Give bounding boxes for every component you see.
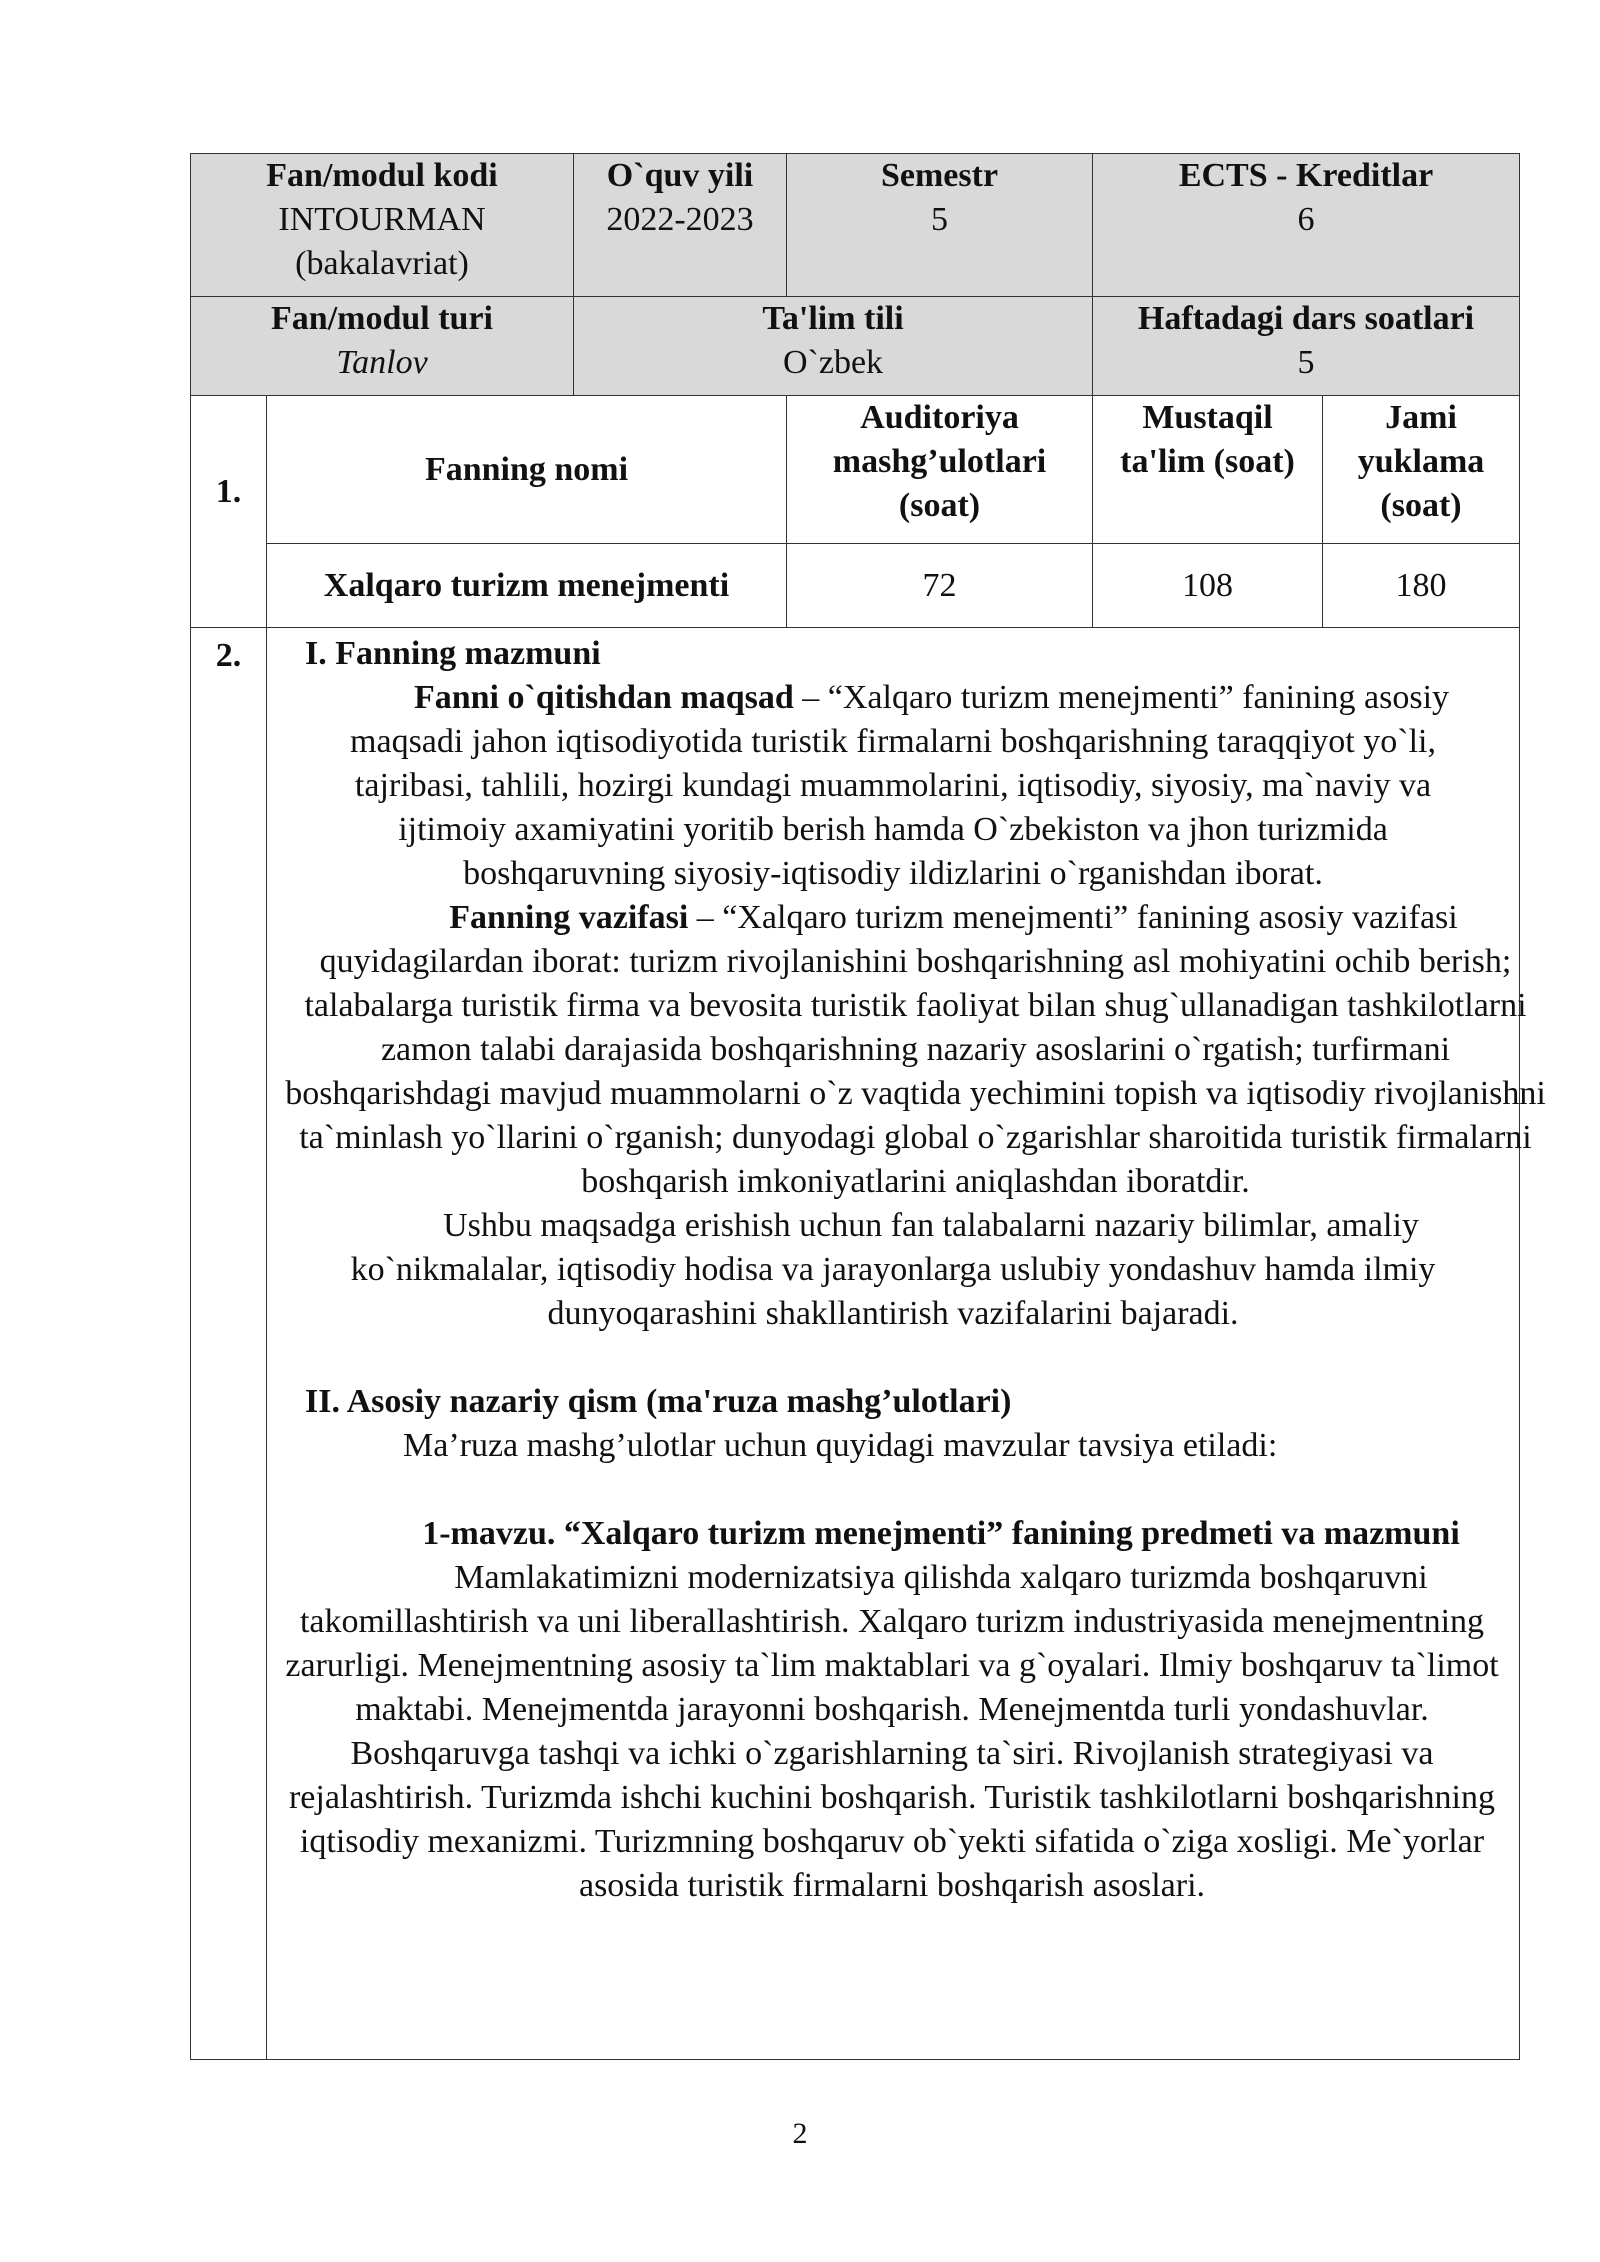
ects-cell — [1093, 154, 1520, 297]
page-number: 2 — [792, 2117, 808, 2150]
auditorium-label-line-1: Auditoriya — [860, 399, 1019, 436]
independent-label-line-2: ta'lim (soat) — [1120, 443, 1295, 480]
goal-paragraph — [305, 676, 1481, 896]
section-1-title: I. Fanning mazmuni — [305, 635, 601, 672]
language-label: Ta'lim tili — [762, 300, 904, 337]
section-2-title: II. Asosiy nazariy qism (ma'ruza mashg’ulotlari) — [305, 1383, 1012, 1420]
semester-value: 5 — [931, 201, 949, 238]
goal-text: – “Xalqaro turizm menejmenti” fanining asosiy maqsadi jahon iqtisodiyotida turistik firmalarni boshqarishning taraqqiyot yo`li, tajribasi, tahlili, hozirgi kundagi muammolarini, iqtisodiy, siyosiy, ma`naviy va ijtimoiy axamiyatini yoritib berish hamda O`zbekiston va jhon turizmida boshqaruvning siyosiy-iqtisodiy ildizlarini o`rganishdan iborat. — [350, 679, 1450, 892]
total-label-line-1: Jami — [1385, 399, 1457, 436]
year-value: 2022-2023 — [606, 201, 754, 238]
year-cell — [574, 154, 787, 297]
content-cell — [267, 628, 1546, 2060]
total-label-line-2: yuklama — [1357, 443, 1485, 480]
semester-label: Semestr — [880, 157, 999, 194]
code-cell — [191, 154, 574, 297]
year-label: O`quv yili — [606, 157, 754, 194]
auditorium-hours-label — [787, 396, 1093, 544]
syllabus-table — [190, 153, 1546, 2060]
section-2-intro: Ma’ruza mashg’ulotlar uchun quyidagi mavzular tavsiya etiladi: — [403, 1427, 1278, 1464]
independent-hours-label — [1093, 396, 1323, 544]
independent-hours-value: 108 — [1093, 544, 1323, 628]
weekly-hours-cell — [1093, 297, 1520, 396]
auditorium-label-line-3: (soat) — [898, 487, 981, 524]
topic-1-title: 1-mavzu. “Xalqaro turizm menejmenti” fanining predmeti va mazmuni — [422, 1515, 1460, 1552]
ects-value: 6 — [1297, 201, 1315, 238]
code-note: (bakalavriat) — [295, 245, 469, 282]
code-label: Fan/modul kodi — [266, 157, 498, 194]
code-value: INTOURMAN — [278, 201, 486, 238]
subject-name-label: Fanning nomi — [267, 396, 787, 544]
skills-paragraph: Ushbu maqsadga erishish uchun fan talabalarni nazariy bilimlar, amaliy ko`nikmalalar, iqtisodiy hodisa va jarayonlarga uslubiy yondashuv hamda ilmiy dunyoqarashini shakllantirish vazifalarini bajaradi. — [350, 1207, 1436, 1332]
task-paragraph — [282, 896, 1549, 1204]
row-1-values — [191, 544, 1520, 628]
weekly-hours-label: Haftadagi dars soatlari — [1137, 300, 1475, 337]
goal-lead: Fanni o`qitishdan maqsad — [413, 679, 794, 716]
independent-label-line-1: Mustaqil — [1142, 399, 1273, 436]
language-cell — [574, 297, 1093, 396]
row-2-content — [191, 628, 1520, 2060]
total-load-label — [1323, 396, 1520, 544]
ects-label: ECTS - Kreditlar — [1178, 157, 1434, 194]
row-2-number: 2. — [191, 628, 267, 2060]
semester-cell — [787, 154, 1093, 297]
row-1-labels — [191, 396, 1520, 544]
topic-1-text: Mamlakatimizni modernizatsiya qilishda xalqaro turizmda boshqaruvni takomillashtirish va uni liberallashtirish. Xalqaro turizm industriyasida menejmentning zarurligi. Menejmentning asosiy ta`lim maktablari va g`oyalari. Ilmiy boshqaruv ta`limot maktabi. Menejmentda jarayonni boshqarish. Menejmentda turli yondashuvlar. Boshqaruvga tashqi va ichki o`zgarishlarning ta`siri. Rivojlanish strategiyasi va rejalashtirish. Turizmda ishchi kuchini boshqarish. Turistik tashkilotlarni boshqarishning iqtisodiy mexanizmi. Turizmning boshqaruv ob`yekti sifatida o`ziga xosligi. Me`yorlar asosida turistik firmalarni boshqarish asoslari. — [285, 1559, 1499, 1904]
header-row-1 — [191, 154, 1520, 297]
type-label: Fan/modul turi — [271, 300, 493, 337]
task-text: – “Xalqaro turizm menejmenti” fanining asosiy vazifasi quyidagilardan iborat: turizm rivojlanishini boshqarishning asl mohiyatini ochib berish; talabalarga turistik firma va bevosita turistik faoliyat bilan shug`ullanadigan tashkilotlarni zamon talabi darajasida boshqarishning nazariy asoslarini o`rgatish; turfirmani boshqarishdagi mavjud muammolarni o`z vaqtida yechimini topish va iqtisodiy rivojlanishni ta`minlash yo`llarini o`rganish; dunyodagi global o`zgarishlar sharoitida turistik firmalarni boshqarish imkoniyatlarini aniqlashdan iboratdir. — [285, 899, 1546, 1200]
type-value: Tanlov — [336, 344, 428, 381]
subject-name-value: Xalqaro turizm menejmenti — [267, 544, 787, 628]
total-label-line-3: (soat) — [1380, 487, 1462, 524]
total-load-value: 180 — [1323, 544, 1520, 628]
weekly-hours-value: 5 — [1297, 344, 1315, 381]
auditorium-label-line-2: mashg’ulotlari — [832, 443, 1047, 480]
type-cell — [191, 297, 574, 396]
language-value: O`zbek — [782, 344, 884, 381]
header-row-2 — [191, 297, 1520, 396]
task-lead: Fanning vazifasi — [449, 899, 689, 936]
auditorium-hours-value: 72 — [787, 544, 1093, 628]
row-1-number: 1. — [191, 396, 267, 628]
